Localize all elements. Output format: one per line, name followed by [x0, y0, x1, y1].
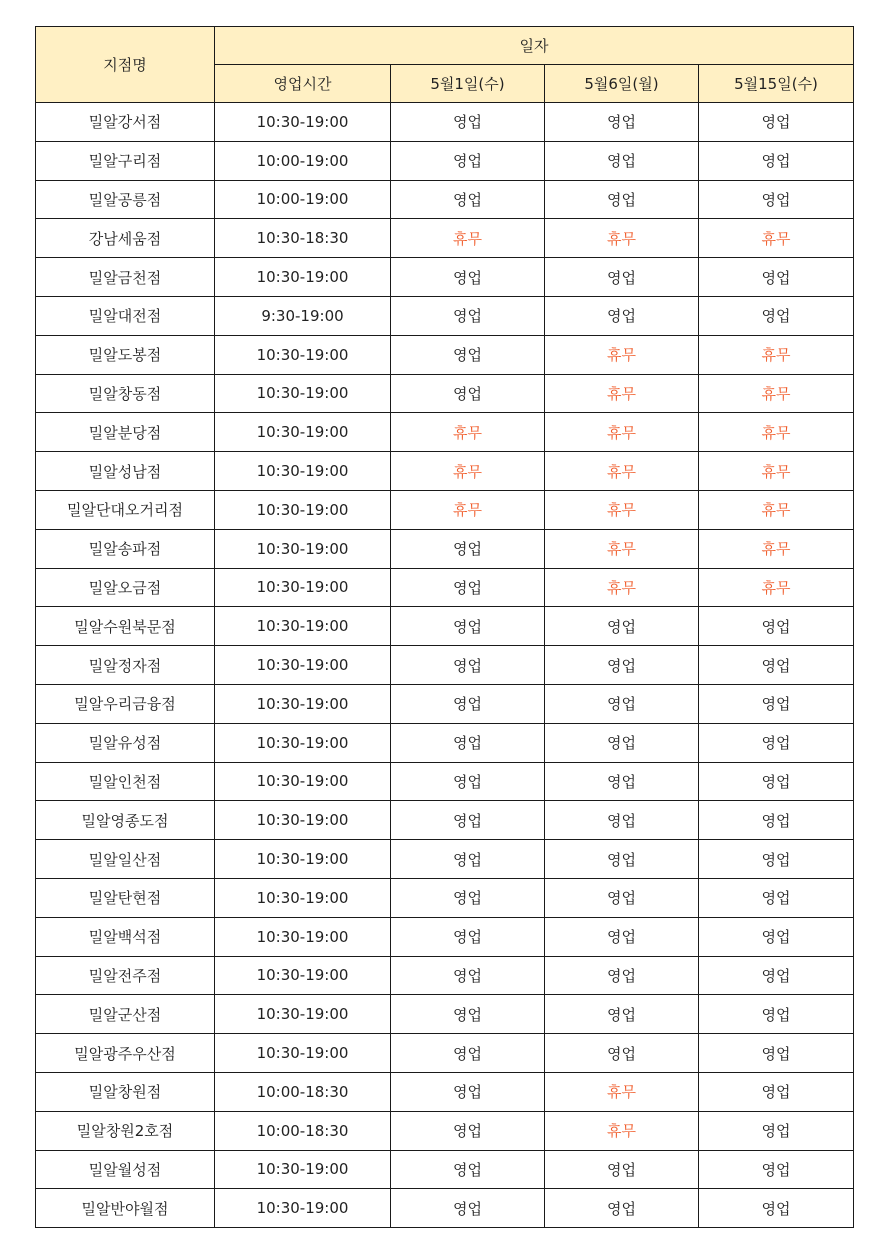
branch-name-cell: 밀알반야월점 — [36, 1189, 215, 1228]
business-hours-cell: 10:30-19:00 — [215, 103, 391, 142]
status-cell-may1: 영업 — [391, 995, 545, 1034]
status-cell-may6: 휴무 — [545, 1072, 699, 1111]
status-cell-may6: 영업 — [545, 296, 699, 335]
status-cell-may15: 영업 — [699, 762, 854, 801]
header-row-top — [36, 27, 854, 65]
branch-name-cell: 밀알공릉점 — [36, 180, 215, 219]
business-hours-cell: 10:30-19:00 — [215, 529, 391, 568]
date-header-may15: 5월15일(수) — [699, 65, 854, 103]
status-cell-may15: 휴무 — [699, 219, 854, 258]
branch-name-cell: 밀알일산점 — [36, 840, 215, 879]
status-cell-may6: 영업 — [545, 956, 699, 995]
branch-schedule-table — [35, 26, 854, 1228]
status-cell-may1: 영업 — [391, 103, 545, 142]
table-row — [36, 762, 854, 801]
table-header — [36, 27, 854, 103]
business-hours-cell: 10:30-18:30 — [215, 219, 391, 258]
status-cell-may6: 영업 — [545, 684, 699, 723]
business-hours-cell: 10:30-19:00 — [215, 374, 391, 413]
status-cell-may15: 영업 — [699, 1034, 854, 1073]
business-hours-cell: 10:30-19:00 — [215, 917, 391, 956]
status-cell-may15: 영업 — [699, 995, 854, 1034]
status-cell-may6: 영업 — [545, 840, 699, 879]
business-hours-cell: 9:30-19:00 — [215, 296, 391, 335]
branch-name-cell: 밀알창동점 — [36, 374, 215, 413]
date-group-header: 일자 — [215, 27, 854, 65]
status-cell-may6: 영업 — [545, 995, 699, 1034]
status-cell-may6: 영업 — [545, 1150, 699, 1189]
status-cell-may1: 영업 — [391, 1111, 545, 1150]
table-row — [36, 1111, 854, 1150]
table-row — [36, 335, 854, 374]
status-cell-may15: 영업 — [699, 801, 854, 840]
status-cell-may6: 영업 — [545, 917, 699, 956]
status-cell-may6: 영업 — [545, 1034, 699, 1073]
business-hours-cell: 10:30-19:00 — [215, 956, 391, 995]
branch-name-cell: 밀알금천점 — [36, 258, 215, 297]
table-row — [36, 607, 854, 646]
table-row — [36, 374, 854, 413]
status-cell-may6: 휴무 — [545, 529, 699, 568]
business-hours-cell: 10:30-19:00 — [215, 452, 391, 491]
status-cell-may1: 영업 — [391, 335, 545, 374]
status-cell-may15: 영업 — [699, 180, 854, 219]
status-cell-may15: 휴무 — [699, 490, 854, 529]
status-cell-may1: 영업 — [391, 141, 545, 180]
business-hours-cell: 10:30-19:00 — [215, 335, 391, 374]
status-cell-may1: 영업 — [391, 296, 545, 335]
status-cell-may6: 휴무 — [545, 452, 699, 491]
branch-name-cell: 밀알정자점 — [36, 646, 215, 685]
status-cell-may1: 영업 — [391, 917, 545, 956]
branch-name-cell: 밀알구리점 — [36, 141, 215, 180]
business-hours-cell: 10:30-19:00 — [215, 568, 391, 607]
table-row — [36, 452, 854, 491]
table-row — [36, 490, 854, 529]
business-hours-cell: 10:30-19:00 — [215, 1150, 391, 1189]
status-cell-may1: 영업 — [391, 568, 545, 607]
business-hours-cell: 10:30-19:00 — [215, 1189, 391, 1228]
branch-name-cell: 밀알도봉점 — [36, 335, 215, 374]
branch-name-cell: 밀알강서점 — [36, 103, 215, 142]
status-cell-may6: 영업 — [545, 607, 699, 646]
branch-name-header: 지점명 — [36, 27, 215, 103]
branch-name-cell: 밀알분당점 — [36, 413, 215, 452]
table-row — [36, 568, 854, 607]
table-row — [36, 180, 854, 219]
business-hours-cell: 10:30-19:00 — [215, 646, 391, 685]
business-hours-cell: 10:30-19:00 — [215, 490, 391, 529]
status-cell-may15: 휴무 — [699, 374, 854, 413]
status-cell-may6: 휴무 — [545, 568, 699, 607]
table-row — [36, 413, 854, 452]
business-hours-cell: 10:30-19:00 — [215, 684, 391, 723]
table-row — [36, 878, 854, 917]
status-cell-may15: 영업 — [699, 878, 854, 917]
business-hours-cell: 10:30-19:00 — [215, 413, 391, 452]
status-cell-may15: 영업 — [699, 956, 854, 995]
status-cell-may6: 휴무 — [545, 1111, 699, 1150]
table-row — [36, 103, 854, 142]
branch-name-cell: 밀알우리금융점 — [36, 684, 215, 723]
status-cell-may15: 휴무 — [699, 413, 854, 452]
branch-name-cell: 밀알유성점 — [36, 723, 215, 762]
status-cell-may15: 영업 — [699, 296, 854, 335]
status-cell-may15: 영업 — [699, 258, 854, 297]
status-cell-may6: 영업 — [545, 723, 699, 762]
table-row — [36, 1034, 854, 1073]
status-cell-may15: 영업 — [699, 1111, 854, 1150]
status-cell-may1: 영업 — [391, 1150, 545, 1189]
status-cell-may15: 영업 — [699, 1189, 854, 1228]
status-cell-may1: 영업 — [391, 607, 545, 646]
branch-name-cell: 밀알인천점 — [36, 762, 215, 801]
status-cell-may6: 휴무 — [545, 335, 699, 374]
status-cell-may1: 휴무 — [391, 452, 545, 491]
table-row — [36, 1072, 854, 1111]
status-cell-may6: 영업 — [545, 801, 699, 840]
branch-name-cell: 밀알광주우산점 — [36, 1034, 215, 1073]
status-cell-may6: 영업 — [545, 646, 699, 685]
branch-name-cell: 밀알수원북문점 — [36, 607, 215, 646]
status-cell-may1: 영업 — [391, 258, 545, 297]
table-body — [36, 103, 854, 1228]
branch-name-cell: 밀알성남점 — [36, 452, 215, 491]
table-row — [36, 296, 854, 335]
status-cell-may6: 영업 — [545, 180, 699, 219]
business-hours-cell: 10:30-19:00 — [215, 258, 391, 297]
business-hours-cell: 10:30-19:00 — [215, 840, 391, 879]
status-cell-may15: 휴무 — [699, 452, 854, 491]
status-cell-may1: 영업 — [391, 1072, 545, 1111]
business-hours-cell: 10:00-18:30 — [215, 1072, 391, 1111]
status-cell-may1: 영업 — [391, 684, 545, 723]
status-cell-may15: 휴무 — [699, 529, 854, 568]
business-hours-header: 영업시간 — [215, 65, 391, 103]
status-cell-may6: 휴무 — [545, 219, 699, 258]
status-cell-may15: 휴무 — [699, 568, 854, 607]
status-cell-may6: 휴무 — [545, 490, 699, 529]
status-cell-may15: 영업 — [699, 103, 854, 142]
status-cell-may6: 휴무 — [545, 413, 699, 452]
status-cell-may15: 영업 — [699, 141, 854, 180]
business-hours-cell: 10:00-18:30 — [215, 1111, 391, 1150]
business-hours-cell: 10:30-19:00 — [215, 878, 391, 917]
status-cell-may1: 휴무 — [391, 490, 545, 529]
status-cell-may15: 영업 — [699, 1150, 854, 1189]
table-row — [36, 141, 854, 180]
status-cell-may1: 영업 — [391, 1189, 545, 1228]
table-row — [36, 646, 854, 685]
status-cell-may15: 휴무 — [699, 335, 854, 374]
branch-name-cell: 밀알백석점 — [36, 917, 215, 956]
branch-name-cell: 강남세움점 — [36, 219, 215, 258]
status-cell-may6: 영업 — [545, 141, 699, 180]
table-row — [36, 956, 854, 995]
table-row — [36, 1189, 854, 1228]
branch-name-cell: 밀알영종도점 — [36, 801, 215, 840]
table-row — [36, 258, 854, 297]
status-cell-may6: 영업 — [545, 103, 699, 142]
branch-name-cell: 밀알단대오거리점 — [36, 490, 215, 529]
business-hours-cell: 10:30-19:00 — [215, 1034, 391, 1073]
business-hours-cell: 10:30-19:00 — [215, 801, 391, 840]
table-row — [36, 219, 854, 258]
status-cell-may15: 영업 — [699, 723, 854, 762]
status-cell-may1: 영업 — [391, 646, 545, 685]
status-cell-may1: 영업 — [391, 723, 545, 762]
schedule-table-container — [35, 26, 853, 1228]
date-header-may6: 5월6일(월) — [545, 65, 699, 103]
status-cell-may15: 영업 — [699, 607, 854, 646]
status-cell-may6: 영업 — [545, 762, 699, 801]
table-row — [36, 723, 854, 762]
table-row — [36, 684, 854, 723]
branch-name-cell: 밀알군산점 — [36, 995, 215, 1034]
table-row — [36, 995, 854, 1034]
branch-name-cell: 밀알월성점 — [36, 1150, 215, 1189]
status-cell-may1: 휴무 — [391, 219, 545, 258]
status-cell-may1: 휴무 — [391, 413, 545, 452]
status-cell-may6: 영업 — [545, 258, 699, 297]
status-cell-may1: 영업 — [391, 801, 545, 840]
status-cell-may15: 영업 — [699, 646, 854, 685]
business-hours-cell: 10:00-19:00 — [215, 141, 391, 180]
business-hours-cell: 10:30-19:00 — [215, 995, 391, 1034]
status-cell-may1: 영업 — [391, 840, 545, 879]
table-row — [36, 917, 854, 956]
status-cell-may1: 영업 — [391, 956, 545, 995]
table-row — [36, 840, 854, 879]
status-cell-may6: 휴무 — [545, 374, 699, 413]
status-cell-may1: 영업 — [391, 180, 545, 219]
business-hours-cell: 10:00-19:00 — [215, 180, 391, 219]
branch-name-cell: 밀알오금점 — [36, 568, 215, 607]
table-row — [36, 529, 854, 568]
status-cell-may15: 영업 — [699, 684, 854, 723]
table-row — [36, 801, 854, 840]
branch-name-cell: 밀알송파점 — [36, 529, 215, 568]
business-hours-cell: 10:30-19:00 — [215, 762, 391, 801]
status-cell-may1: 영업 — [391, 529, 545, 568]
table-row — [36, 1150, 854, 1189]
branch-name-cell: 밀알탄현점 — [36, 878, 215, 917]
status-cell-may15: 영업 — [699, 1072, 854, 1111]
business-hours-cell: 10:30-19:00 — [215, 607, 391, 646]
status-cell-may6: 영업 — [545, 878, 699, 917]
status-cell-may1: 영업 — [391, 762, 545, 801]
date-header-may1: 5월1일(수) — [391, 65, 545, 103]
status-cell-may1: 영업 — [391, 878, 545, 917]
business-hours-cell: 10:30-19:00 — [215, 723, 391, 762]
status-cell-may1: 영업 — [391, 1034, 545, 1073]
status-cell-may15: 영업 — [699, 840, 854, 879]
branch-name-cell: 밀알창원2호점 — [36, 1111, 215, 1150]
branch-name-cell: 밀알전주점 — [36, 956, 215, 995]
status-cell-may15: 영업 — [699, 917, 854, 956]
status-cell-may1: 영업 — [391, 374, 545, 413]
branch-name-cell: 밀알창원점 — [36, 1072, 215, 1111]
branch-name-cell: 밀알대전점 — [36, 296, 215, 335]
status-cell-may6: 영업 — [545, 1189, 699, 1228]
